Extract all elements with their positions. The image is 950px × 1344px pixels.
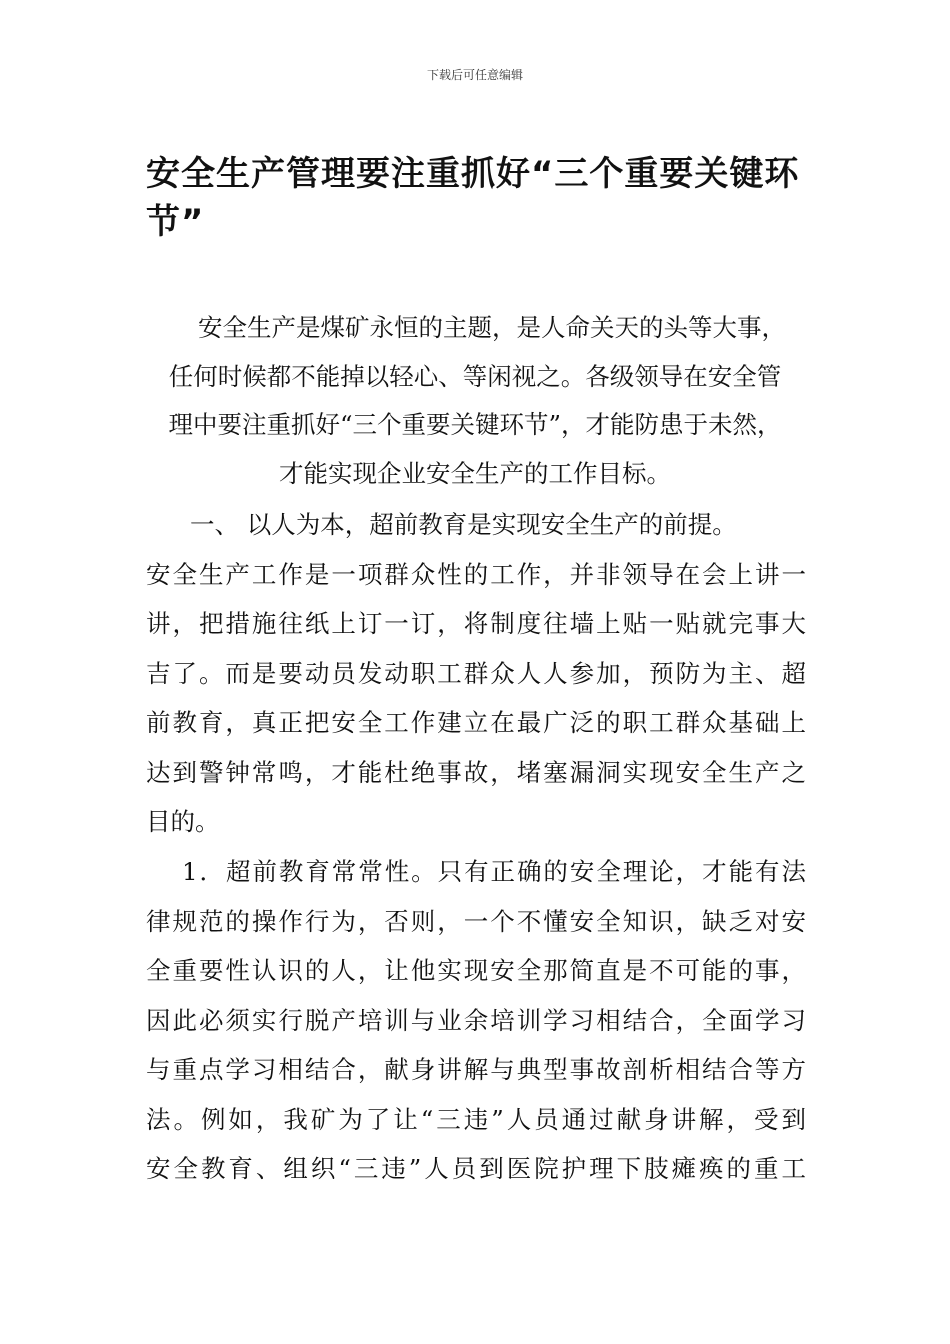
section-heading: 一、 以人为本，超前教育是实现安全生产的前提。 [190,510,737,539]
body-line: 法。例如，我矿为了让“三违”人员通过献身讲解，受到 [146,1105,806,1134]
body-line: 与重点学习相结合，献身讲解与典型事故剖析相结合等方 [146,1055,806,1084]
body-line: 目的。 [146,807,220,836]
body-line: 讲，把措施往纸上订一订，将制度往墙上贴一贴就完事大 [146,609,806,638]
body-line: 达到警钟常鸣，才能杜绝事故，堵塞漏洞实现安全生产之 [146,758,806,787]
body-line: 1．超前教育常常性。只有正确的安全理论，才能有法 [182,857,806,886]
body-line: 吉了。而是要动员发动职工群众人人参加，预防为主、超 [146,659,806,688]
header-note: 下载后可任意编辑 [426,68,523,82]
body-line: 因此必须实行脱产培训与业余培训学习相结合，全面学习 [146,1006,806,1035]
body-line: 全重要性认识的人，让他实现安全那简直是不可能的事， [146,956,806,985]
body-line: 律规范的操作行为，否则，一个不懂安全知识，缺乏对安 [146,907,806,936]
intro-line: 才能实现企业安全生产的工作目标。 [279,459,671,488]
intro-line: 任何时候都不能掉以轻心、等闲视之。各级领导在安全管 [168,362,782,391]
document-title: 安全生产管理要注重抓好“三个重要关键环节” [146,154,800,242]
body-line: 前教育，真正把安全工作建立在最广泛的职工群众基础上 [146,708,806,737]
body-line: 安全生产工作是一项群众性的工作，并非领导在会上讲一 [146,560,806,589]
body-line: 安全教育、组织“三违”人员到医院护理下肢瘫痪的重工 [146,1154,806,1183]
intro-line: 安全生产是煤矿永恒的主题，是人命关天的头等大事， [198,313,786,342]
intro-line: 理中要注重抓好“三个重要关键环节”，才能防患于未然， [168,410,782,439]
